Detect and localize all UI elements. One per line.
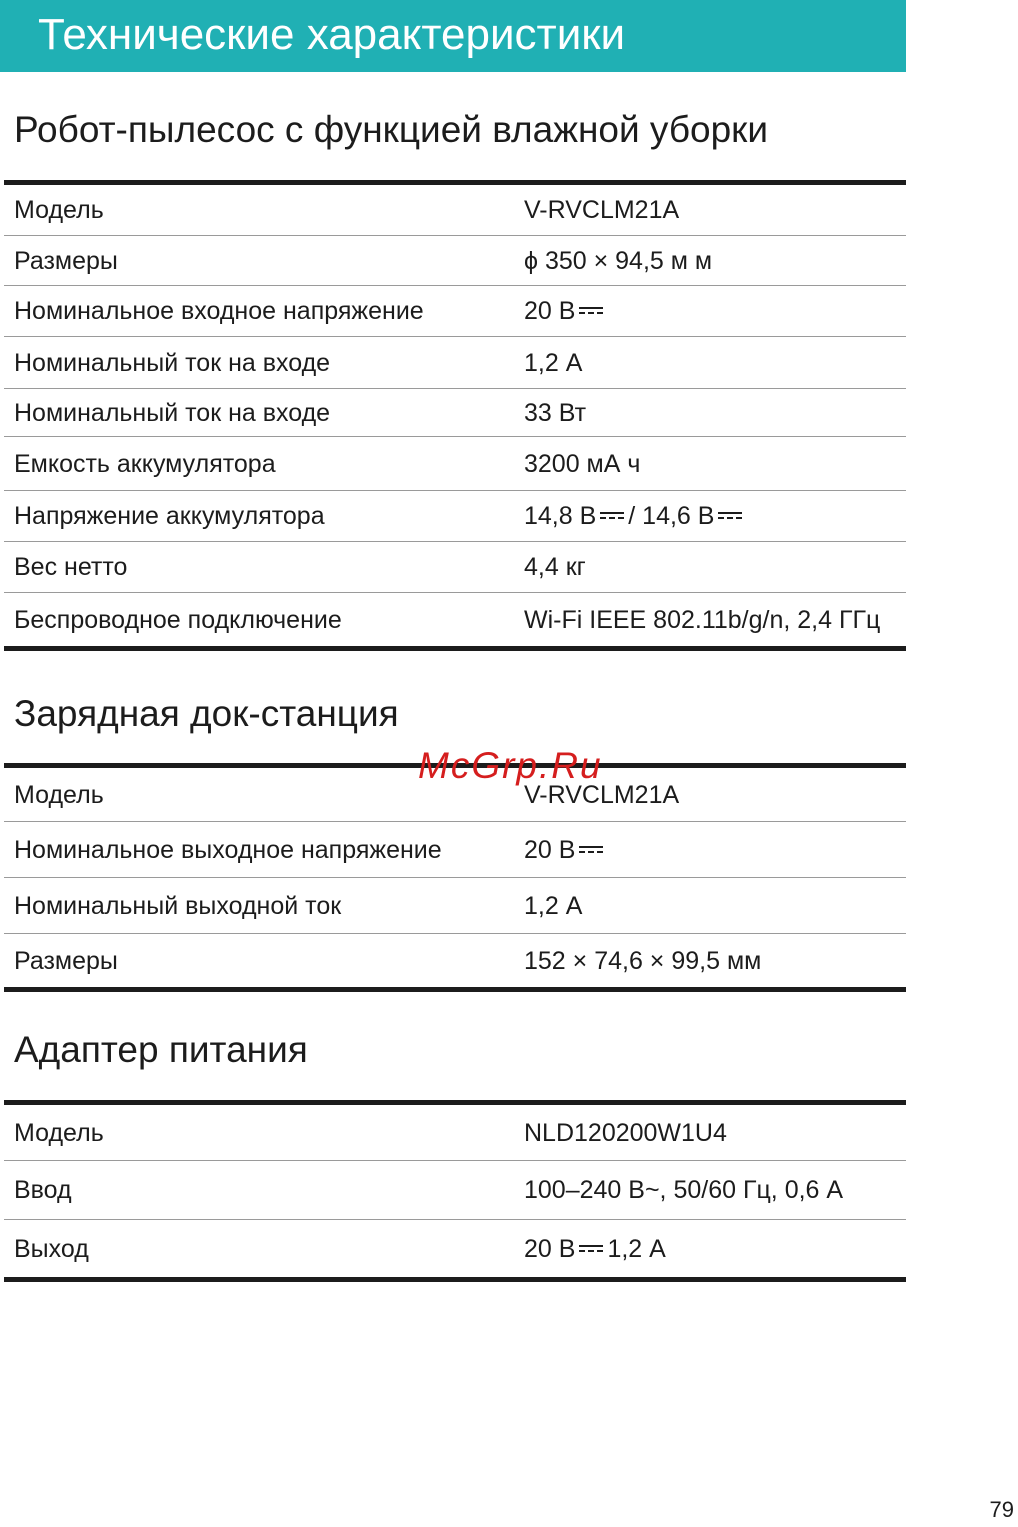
table-row bbox=[4, 437, 906, 491]
page-header-band bbox=[0, 0, 906, 72]
section-title-dock: Зарядная док-станция bbox=[14, 693, 399, 734]
spec-value: 1,2 А bbox=[514, 337, 906, 389]
table-row bbox=[4, 286, 906, 337]
spec-value-text: 14,8 В bbox=[524, 502, 597, 530]
page-title: Технические характеристики bbox=[38, 10, 626, 59]
spec-value: 33 Вт bbox=[514, 389, 906, 437]
spec-value bbox=[514, 1220, 906, 1280]
spec-label: Ввод bbox=[4, 1161, 514, 1220]
table-row bbox=[4, 934, 906, 990]
table-row bbox=[4, 337, 906, 389]
table-row bbox=[4, 183, 906, 236]
dc-symbol-icon bbox=[718, 511, 742, 521]
spec-label: Модель bbox=[14, 1118, 104, 1147]
spec-value bbox=[514, 286, 906, 337]
spec-value: ϕ 350 × 94,5 м м bbox=[514, 236, 906, 286]
spec-value-text: 20 В bbox=[524, 835, 576, 864]
dc-symbol-icon bbox=[579, 306, 603, 316]
spec-value: 152 × 74,6 × 99,5 мм bbox=[514, 934, 906, 990]
table-row bbox=[4, 1103, 906, 1161]
spec-value: V-RVCLM21A bbox=[524, 780, 680, 809]
table-row bbox=[4, 593, 906, 649]
spec-label: Размеры bbox=[4, 236, 514, 286]
spec-value-text: / 14,6 В bbox=[628, 502, 715, 530]
spec-table-robot bbox=[4, 180, 906, 651]
table-row bbox=[4, 822, 906, 878]
spec-label: Выход bbox=[4, 1220, 514, 1280]
spec-label: Номинальный ток на входе bbox=[4, 389, 514, 437]
spec-label: Беспроводное подключение bbox=[4, 593, 514, 649]
spec-value: 1,2 А bbox=[514, 878, 906, 934]
spec-label: Размеры bbox=[4, 934, 514, 990]
spec-table-dock bbox=[4, 763, 906, 992]
spec-value bbox=[514, 822, 906, 878]
page-number: 79 bbox=[989, 1497, 1014, 1522]
spec-value: 100–240 В~, 50/60 Гц, 0,6 А bbox=[514, 1161, 906, 1220]
table-row bbox=[4, 1220, 906, 1280]
dc-symbol-icon bbox=[579, 1244, 603, 1254]
spec-value: Wi-Fi IEEE 802.11b/g/n, 2,4 ГГц bbox=[514, 593, 906, 649]
spec-label: Напряжение аккумулятора bbox=[4, 491, 514, 542]
spec-value-text: 20 В bbox=[524, 1234, 576, 1263]
table-row bbox=[4, 491, 906, 542]
section-title-robot: Робот-пылесос с функцией влажной уборки bbox=[14, 109, 769, 150]
spec-value-text: 1,2 А bbox=[607, 1234, 666, 1263]
spec-value: NLD120200W1U4 bbox=[524, 1118, 727, 1147]
spec-label: Номинальный выходной ток bbox=[4, 878, 514, 934]
spec-label: Модель bbox=[14, 196, 104, 224]
spec-table-adapter bbox=[4, 1100, 906, 1282]
table-row bbox=[4, 389, 906, 437]
spec-value-text: 20 В bbox=[524, 297, 576, 325]
dc-symbol-icon bbox=[579, 845, 603, 855]
spec-value: 3200 мА ч bbox=[514, 437, 906, 491]
spec-label: Вес нетто bbox=[4, 542, 514, 593]
spec-label: Модель bbox=[14, 780, 104, 809]
dc-symbol-icon bbox=[600, 511, 624, 521]
spec-label: Номинальный ток на входе bbox=[4, 337, 514, 389]
spec-label: Номинальное выходное напряжение bbox=[4, 822, 514, 878]
table-row bbox=[4, 236, 906, 286]
spec-value: V-RVCLM21A bbox=[524, 196, 680, 224]
spec-label: Емкость аккумулятора bbox=[4, 437, 514, 491]
watermark: McGrp.Ru bbox=[418, 745, 603, 786]
table-row bbox=[4, 1161, 906, 1220]
table-row bbox=[4, 542, 906, 593]
spec-value bbox=[514, 491, 906, 542]
section-title-adapter: Адаптер питания bbox=[14, 1029, 308, 1070]
spec-label: Номинальное входное напряжение bbox=[4, 286, 514, 337]
table-row bbox=[4, 878, 906, 934]
spec-value: 4,4 кг bbox=[514, 542, 906, 593]
